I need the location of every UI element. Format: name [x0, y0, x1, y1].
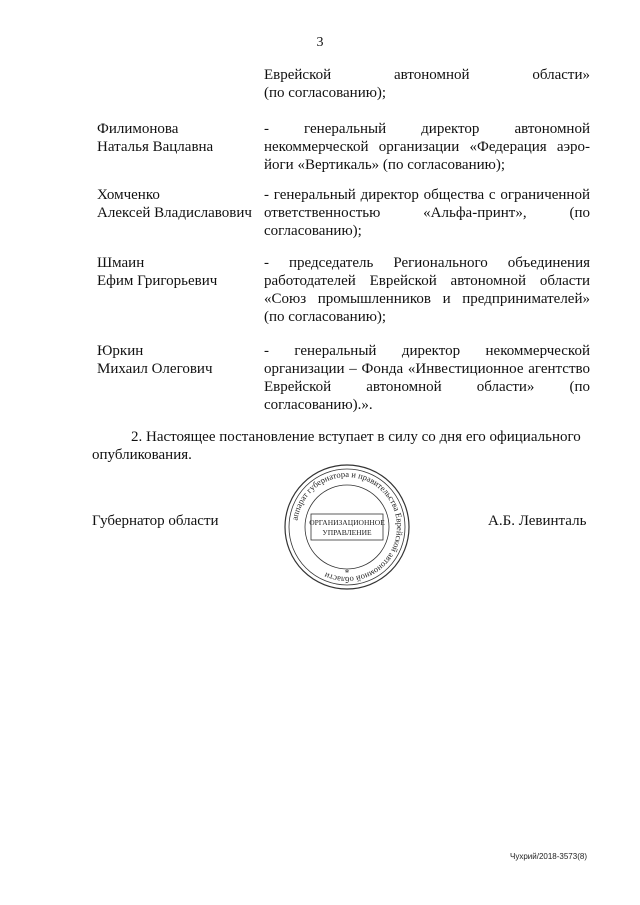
member-role-line: - генеральный директор некоммерческой	[264, 343, 590, 359]
member-role-line: (по согласованию);	[264, 309, 387, 325]
member-given-name: Ефим Григорьевич	[97, 273, 218, 289]
footer-document-code: Чухрий/2018-3573(8)	[510, 852, 587, 861]
member-role-line: согласованию).».	[264, 397, 373, 413]
seal-ring-text: аппарат губернатора и правительства Еврейской автономной области	[289, 468, 406, 586]
member-role-line: некоммерческой организации «Федерация аэро-	[264, 139, 590, 155]
official-seal	[282, 462, 412, 592]
member-given-name: Наталья Вацлавна	[97, 139, 214, 155]
paragraph-2-line: 2. Настоящее постановление вступает в силу со дня его официального	[131, 429, 581, 445]
seal-center-line: ОРГАНИЗАЦИОННОЕ	[309, 518, 385, 527]
member-given-name: Михаил Олегович	[97, 361, 213, 377]
signatory-name: А.Б. Левинталь	[488, 513, 587, 529]
continuation-line: (по согласованию);	[264, 85, 387, 101]
member-role-line: работодателей Еврейской автономной области	[264, 273, 590, 289]
member-role-line: «Союз промышленников и предпринимателей»	[264, 291, 590, 307]
member-role-line: согласованию);	[264, 223, 362, 239]
member-role-line: организации – Фонда «Инвестиционное агентство	[264, 361, 590, 377]
seal-star: *	[344, 568, 350, 578]
member-role-line: Еврейской автономной области» (по	[264, 379, 590, 395]
member-given-name: Алексей Владиславович	[97, 205, 252, 221]
continuation-line: Еврейской автономной области»	[264, 67, 590, 83]
paragraph-2-line: опубликования.	[92, 447, 192, 463]
member-surname: Шмаин	[97, 255, 145, 271]
member-role-line: ответственностью «Альфа-принт», (по	[264, 205, 590, 221]
member-surname: Хомченко	[97, 187, 160, 203]
member-role-line: йоги «Вертикаль» (по согласованию);	[264, 157, 506, 173]
member-role-line: - генеральный директор автономной	[264, 121, 590, 137]
page-number: 3	[316, 35, 324, 50]
member-surname: Юркин	[97, 343, 144, 359]
member-surname: Филимонова	[97, 121, 179, 137]
member-role-line: - генеральный директор общества с ограниченной	[264, 187, 590, 203]
seal-center-line: УПРАВЛЕНИЕ	[322, 528, 372, 537]
signatory-position: Губернатор области	[92, 513, 219, 529]
member-role-line: - председатель Регионального объединения	[264, 255, 590, 271]
